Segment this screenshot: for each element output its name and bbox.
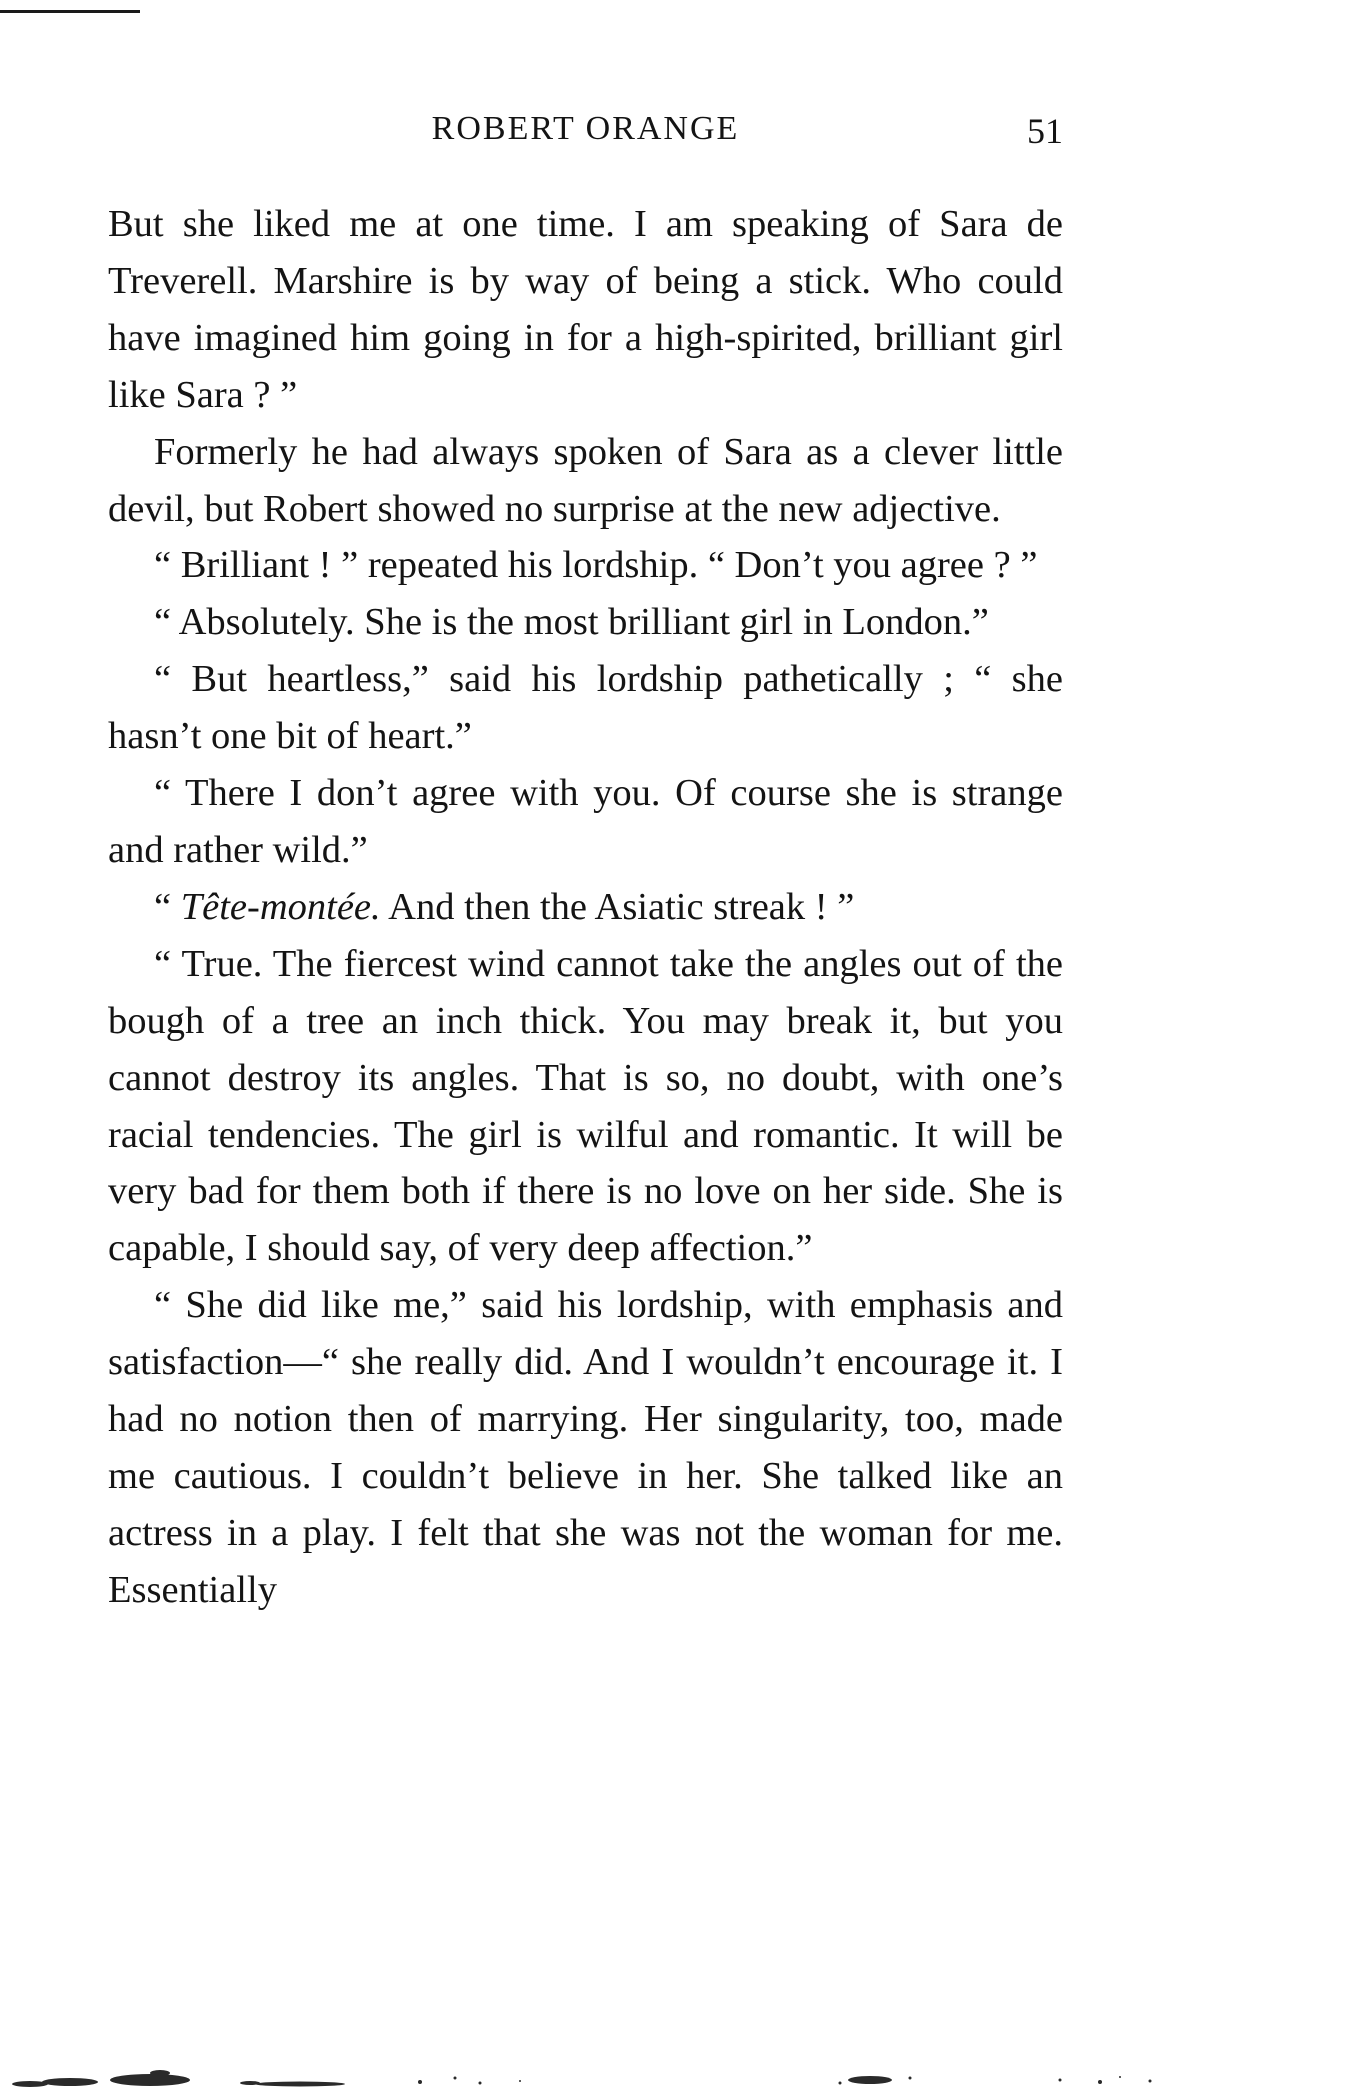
top-edge-rule — [0, 10, 140, 13]
paragraph: “ She did like me,” said his lordship, with emphasis and satisfaction—“ she really did. And I wouldn’t encourage it. I had no notion then of marrying. Her singularity, too, made me cautious. I couldn’t believe in her. She talked like an actress in a play. I felt that she was not the woman for me. Essentially — [108, 1284, 1063, 1611]
paragraph: “ Brilliant ! ” repeated his lordship. “ Don’t you agree ? ” — [154, 544, 1038, 587]
italic-phrase: Tête-montée. — [180, 885, 381, 928]
open-quote: “ — [154, 885, 181, 928]
paragraph: Formerly he had always spoken of Sara as a clever little devil, but Robert showed no surprise at the new adjective. — [108, 430, 1063, 530]
scan-specks — [0, 2040, 1356, 2090]
paragraph-rest: And then the Asiatic streak ! ” — [380, 885, 855, 928]
page-number: 51 — [1027, 111, 1063, 151]
paragraph: “ But heartless,” said his lordship pathetically ; “ she hasn’t one bit of heart.” — [108, 658, 1063, 758]
paragraph: “ Absolutely. She is the most brilliant girl in London.” — [154, 601, 989, 644]
body-text — [108, 196, 1063, 1619]
paragraph — [108, 879, 1063, 936]
paragraph: “ True. The fiercest wind cannot take the angles out of the bough of a tree an inch thick. You may break it, but you cannot destroy its angles. That is so, no doubt, with one’s racial tendencies. The girl is wilful and romantic. It will be very bad for them both if there is no love on her side. She is capable, I should say, of very deep affection.” — [108, 942, 1063, 1270]
paragraph: “ There I don’t agree with you. Of course she is strange and rather wild.” — [108, 772, 1063, 871]
paragraph-continued: But she liked me at one time. I am speaking of Sara de Treverell. Marshire is by way of being a stick. Who could have imagined him going in for a high-spirited, brilliant girl like Sara ? ” — [108, 203, 1063, 416]
running-head — [108, 110, 1063, 150]
running-title: ROBERT ORANGE — [431, 110, 740, 147]
